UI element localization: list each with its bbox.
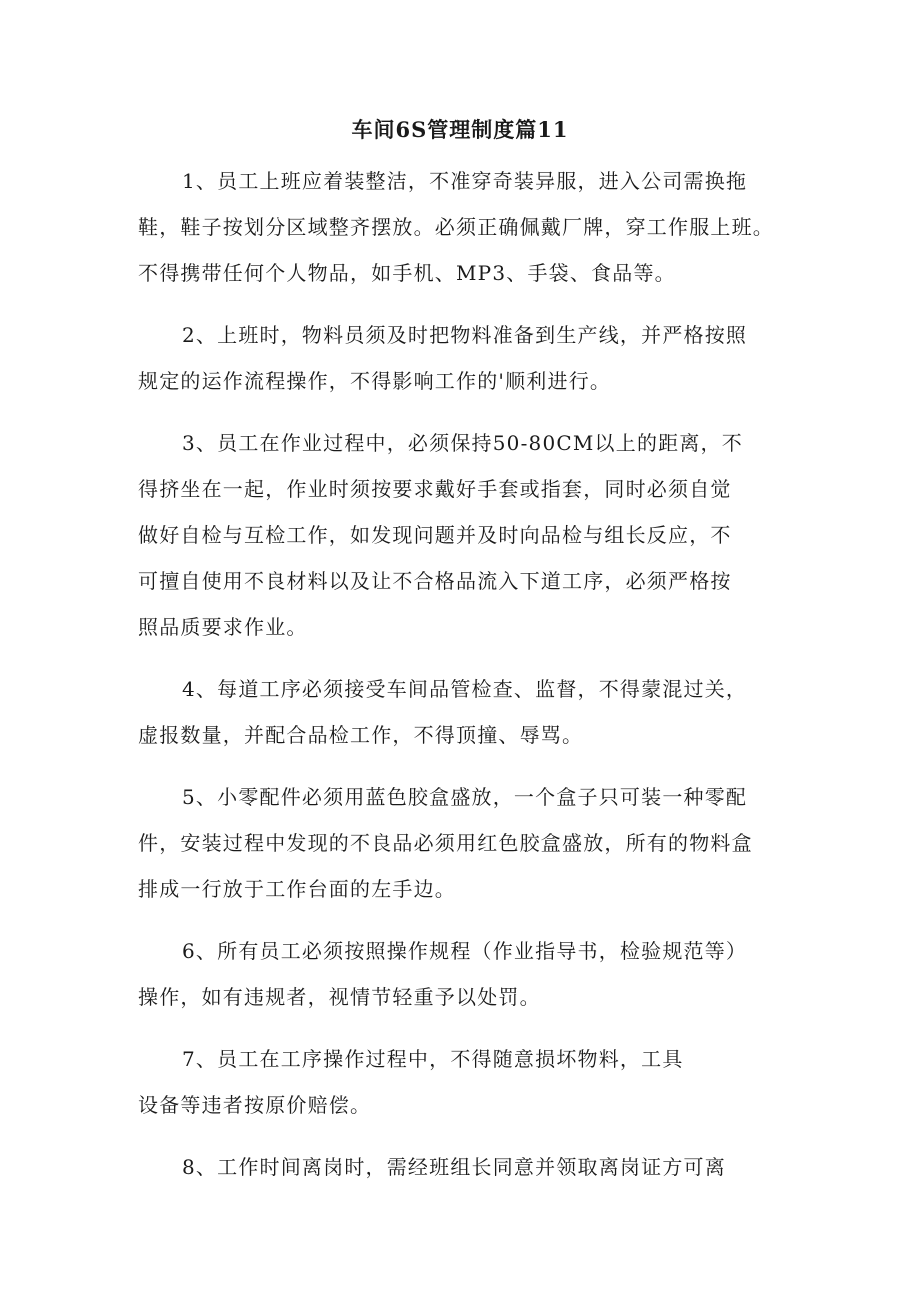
paragraph-3 — [138, 420, 794, 650]
paragraph-line: 7、员工在工序操作过程中，不得随意损坏物料，工具 — [182, 1047, 684, 1071]
paragraph-line: 照品质要求作业。 — [138, 615, 308, 639]
paragraph-5 — [138, 774, 794, 912]
paragraph-line: 2、上班时，物料员须及时把物料准备到生产线，并严格按照 — [182, 323, 748, 347]
paragraph-line: 不得携带任何个人物品，如手机、MP3、手袋、食品等。 — [138, 261, 676, 285]
document-body — [138, 158, 794, 1206]
document-title: 车间6S管理制度篇11 — [351, 117, 569, 142]
paragraph-6 — [138, 928, 794, 1020]
paragraph-line: 1、员工上班应着装整洁，不准穿奇装异服，进入公司需换拖 — [182, 169, 748, 193]
paragraph-line: 虚报数量，并配合品检工作，不得顶撞、辱骂。 — [138, 723, 584, 747]
paragraph-line: 5、小零配件必须用蓝色胶盒盛放，一个盒子只可装一种零配 — [182, 785, 748, 809]
paragraph-1 — [138, 158, 794, 296]
paragraph-line: 做好自检与互检工作，如发现问题并及时向品检与组长反应，不 — [138, 523, 732, 547]
paragraph-7 — [138, 1036, 794, 1128]
paragraph-line: 8、工作时间离岗时，需经班组长同意并领取离岗证方可离 — [182, 1155, 726, 1179]
paragraph-line: 4、每道工序必须接受车间品管检查、监督，不得蒙混过关， — [182, 677, 748, 701]
paragraph-line: 排成一行放于工作台面的左手边。 — [138, 877, 456, 901]
paragraph-line: 设备等违者按原价赔偿。 — [138, 1093, 372, 1117]
paragraph-4 — [138, 666, 794, 758]
paragraph-line: 可擅自使用不良材料以及让不合格品流入下道工序，必须严格按 — [138, 569, 732, 593]
paragraph-8 — [138, 1144, 794, 1190]
paragraph-2 — [138, 312, 794, 404]
paragraph-line: 得挤坐在一起，作业时须按要求戴好手套或指套，同时必须自觉 — [138, 477, 732, 501]
paragraph-line: 件，安装过程中发现的不良品必须用红色胶盒盛放，所有的物料盒 — [138, 831, 753, 855]
paragraph-line: 鞋，鞋子按划分区域整齐摆放。必须正确佩戴厂牌，穿工作服上班。 — [138, 215, 774, 239]
paragraph-line: 操作，如有违规者，视情节轻重予以处罚。 — [138, 985, 541, 1009]
paragraph-line: 6、所有员工必须按照操作规程（作业指导书，检验规范等） — [182, 939, 748, 963]
paragraph-line: 3、员工在作业过程中，必须保持50-80CM以上的距离，不 — [182, 431, 743, 455]
paragraph-line: 规定的运作流程操作，不得影响工作的'顺利进行。 — [138, 369, 612, 393]
